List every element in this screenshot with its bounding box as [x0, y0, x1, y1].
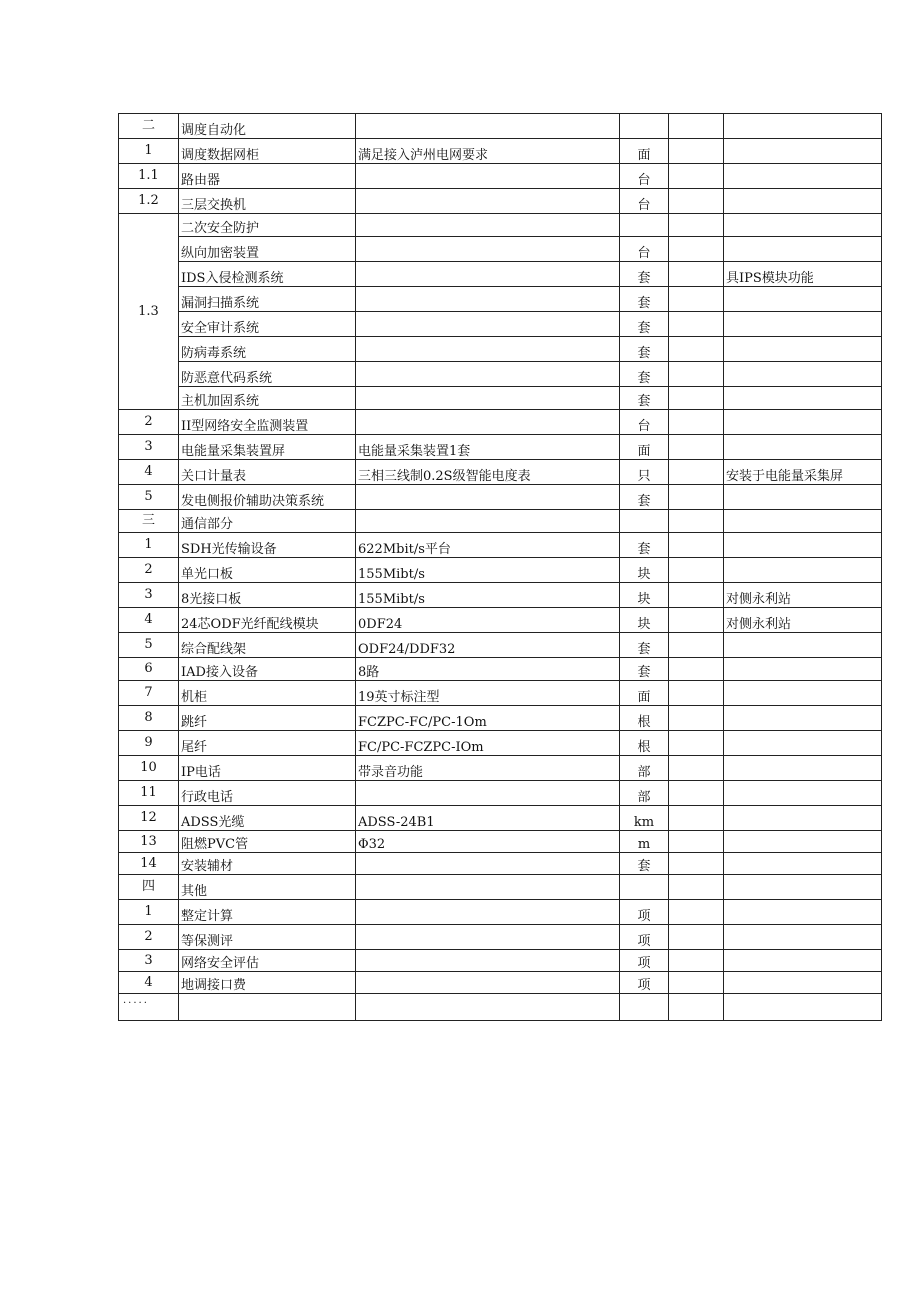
cell-no: 9: [119, 731, 179, 756]
cell-qty: [669, 806, 724, 831]
cell-no: 4: [119, 608, 179, 633]
table-body: [119, 114, 882, 1021]
cell-no: .....: [119, 994, 179, 1021]
cell-name: 其他: [179, 875, 356, 900]
cell-note: [724, 781, 882, 806]
cell-name: 安装辅材: [179, 853, 356, 875]
cell-note: [724, 706, 882, 731]
cell-qty: [669, 139, 724, 164]
cell-unit: 台: [620, 410, 669, 435]
cell-spec: [356, 900, 620, 925]
cell-name: 关口计量表: [179, 460, 356, 485]
cell-no: 6: [119, 658, 179, 681]
table-row: [119, 583, 882, 608]
table-row: [119, 781, 882, 806]
table-row: [119, 435, 882, 460]
cell-name: 24芯ODF光纤配线模块: [179, 608, 356, 633]
cell-qty: [669, 781, 724, 806]
cell-unit: 块: [620, 608, 669, 633]
cell-name: 防恶意代码系统: [179, 362, 356, 387]
cell-note: [724, 287, 882, 312]
cell-name: 主机加固系统: [179, 387, 356, 410]
cell-no: 14: [119, 853, 179, 875]
cell-spec: 带录音功能: [356, 756, 620, 781]
cell-spec: ADSS-24B1: [356, 806, 620, 831]
cell-qty: [669, 706, 724, 731]
cell-spec: [356, 950, 620, 972]
cell-qty: [669, 214, 724, 237]
cell-note: [724, 312, 882, 337]
cell-no: 10: [119, 756, 179, 781]
cell-qty: [669, 558, 724, 583]
cell-qty: [669, 608, 724, 633]
cell-qty: [669, 510, 724, 533]
cell-qty: [669, 633, 724, 658]
cell-no: 1: [119, 900, 179, 925]
cell-spec: [356, 189, 620, 214]
cell-no: 13: [119, 831, 179, 853]
cell-name: 尾纤: [179, 731, 356, 756]
cell-note: [724, 164, 882, 189]
cell-no: 2: [119, 925, 179, 950]
cell-unit: 套: [620, 658, 669, 681]
cell-spec: [356, 781, 620, 806]
cell-spec: [356, 875, 620, 900]
cell-name: II型网络安全监测装置: [179, 410, 356, 435]
cell-no: 1.1: [119, 164, 179, 189]
table-row: [119, 139, 882, 164]
cell-note: 安装于电能量采集屏: [724, 460, 882, 485]
cell-name: 二次安全防护: [179, 214, 356, 237]
cell-note: [724, 387, 882, 410]
cell-name: 电能量采集装置屏: [179, 435, 356, 460]
cell-unit: 套: [620, 337, 669, 362]
cell-spec: [356, 337, 620, 362]
cell-name: 跳纤: [179, 706, 356, 731]
cell-note: [724, 900, 882, 925]
cell-unit: [620, 510, 669, 533]
cell-spec: [356, 510, 620, 533]
cell-unit: 台: [620, 189, 669, 214]
cell-qty: [669, 972, 724, 994]
cell-qty: [669, 114, 724, 139]
cell-name: 防病毒系统: [179, 337, 356, 362]
cell-unit: 部: [620, 781, 669, 806]
cell-name: 漏洞扫描系统: [179, 287, 356, 312]
cell-spec: [356, 287, 620, 312]
cell-name: 整定计算: [179, 900, 356, 925]
cell-name: 调度自动化: [179, 114, 356, 139]
table-row: [119, 558, 882, 583]
table-row: [119, 875, 882, 900]
cell-name: 机柜: [179, 681, 356, 706]
cell-note: [724, 114, 882, 139]
table-row: [119, 362, 882, 387]
cell-unit: 面: [620, 681, 669, 706]
cell-qty: [669, 731, 724, 756]
cell-qty: [669, 410, 724, 435]
cell-note: 对侧永利站: [724, 608, 882, 633]
cell-spec: [356, 114, 620, 139]
cell-no: 5: [119, 633, 179, 658]
cell-name: 发电侧报价辅助决策系统: [179, 485, 356, 510]
cell-no: 1: [119, 533, 179, 558]
cell-note: [724, 756, 882, 781]
cell-unit: 项: [620, 900, 669, 925]
cell-name: 等保测评: [179, 925, 356, 950]
cell-note: [724, 435, 882, 460]
cell-spec: [356, 362, 620, 387]
cell-name: 单光口板: [179, 558, 356, 583]
cell-unit: 套: [620, 387, 669, 410]
cell-spec: [356, 262, 620, 287]
table-row: [119, 485, 882, 510]
cell-note: [724, 681, 882, 706]
cell-spec: [356, 164, 620, 189]
cell-no: 2: [119, 558, 179, 583]
cell-spec: Φ32: [356, 831, 620, 853]
cell-note: [724, 362, 882, 387]
cell-unit: 套: [620, 533, 669, 558]
cell-no: 三: [119, 510, 179, 533]
cell-spec: [356, 410, 620, 435]
cell-spec: [356, 972, 620, 994]
cell-unit: 套: [620, 262, 669, 287]
cell-note: [724, 189, 882, 214]
cell-name: SDH光传输设备: [179, 533, 356, 558]
cell-qty: [669, 485, 724, 510]
cell-qty: [669, 950, 724, 972]
table-row: [119, 706, 882, 731]
table-row: [119, 900, 882, 925]
table-row: [119, 925, 882, 950]
cell-qty: [669, 189, 724, 214]
cell-note: [724, 533, 882, 558]
cell-note: [724, 510, 882, 533]
cell-no: 5: [119, 485, 179, 510]
cell-name: 通信部分: [179, 510, 356, 533]
cell-qty: [669, 287, 724, 312]
cell-name: [179, 994, 356, 1021]
cell-unit: 套: [620, 853, 669, 875]
cell-note: [724, 972, 882, 994]
cell-name: 三层交换机: [179, 189, 356, 214]
cell-unit: 部: [620, 756, 669, 781]
table-row: [119, 460, 882, 485]
cell-spec: [356, 312, 620, 337]
table-row: [119, 608, 882, 633]
table-row: [119, 337, 882, 362]
cell-name: 安全审计系统: [179, 312, 356, 337]
table-row: [119, 312, 882, 337]
table-row: [119, 633, 882, 658]
cell-spec: [356, 214, 620, 237]
cell-note: [724, 658, 882, 681]
table-row: [119, 387, 882, 410]
cell-no: 2: [119, 410, 179, 435]
cell-name: 综合配线架: [179, 633, 356, 658]
cell-no: 8: [119, 706, 179, 731]
cell-name: IDS入侵检测系统: [179, 262, 356, 287]
cell-name: IP电话: [179, 756, 356, 781]
cell-qty: [669, 658, 724, 681]
cell-no: 1.3: [119, 214, 179, 410]
cell-no: 1: [119, 139, 179, 164]
cell-note: [724, 994, 882, 1021]
cell-unit: 根: [620, 731, 669, 756]
cell-note: [724, 337, 882, 362]
table-row: [119, 658, 882, 681]
cell-note: [724, 875, 882, 900]
cell-qty: [669, 900, 724, 925]
cell-note: [724, 485, 882, 510]
table-row: [119, 994, 882, 1021]
cell-name: ADSS光缆: [179, 806, 356, 831]
cell-qty: [669, 164, 724, 189]
cell-qty: [669, 337, 724, 362]
cell-unit: [620, 114, 669, 139]
cell-note: [724, 831, 882, 853]
table-row: [119, 410, 882, 435]
cell-spec: 155Mibt/s: [356, 558, 620, 583]
table-row: [119, 950, 882, 972]
table-row: [119, 806, 882, 831]
cell-unit: 项: [620, 972, 669, 994]
cell-note: 对侧永利站: [724, 583, 882, 608]
equipment-table: [118, 113, 882, 1021]
cell-unit: [620, 994, 669, 1021]
cell-spec: 19英寸标注型: [356, 681, 620, 706]
table-row: [119, 731, 882, 756]
cell-unit: 套: [620, 485, 669, 510]
cell-spec: [356, 925, 620, 950]
cell-qty: [669, 362, 724, 387]
table-row: [119, 214, 882, 237]
cell-no: 3: [119, 435, 179, 460]
cell-no: 7: [119, 681, 179, 706]
cell-no: 1.2: [119, 189, 179, 214]
cell-note: [724, 950, 882, 972]
cell-spec: [356, 387, 620, 410]
cell-spec: FC/PC-FCZPC-IOm: [356, 731, 620, 756]
table-row: [119, 972, 882, 994]
cell-qty: [669, 875, 724, 900]
cell-name: 网络安全评估: [179, 950, 356, 972]
cell-qty: [669, 756, 724, 781]
cell-name: 行政电话: [179, 781, 356, 806]
table-row: [119, 237, 882, 262]
cell-spec: 电能量采集装置1套: [356, 435, 620, 460]
cell-no: 11: [119, 781, 179, 806]
cell-note: [724, 853, 882, 875]
cell-spec: 8路: [356, 658, 620, 681]
cell-name: 阻燃PVC管: [179, 831, 356, 853]
cell-unit: 面: [620, 435, 669, 460]
table-row: [119, 533, 882, 558]
cell-unit: 面: [620, 139, 669, 164]
cell-no: 12: [119, 806, 179, 831]
cell-name: 8光接口板: [179, 583, 356, 608]
cell-no: 4: [119, 972, 179, 994]
cell-note: [724, 410, 882, 435]
cell-qty: [669, 460, 724, 485]
table-row: [119, 510, 882, 533]
cell-no: 四: [119, 875, 179, 900]
cell-no: 4: [119, 460, 179, 485]
cell-spec: ODF24/DDF32: [356, 633, 620, 658]
cell-note: [724, 731, 882, 756]
cell-spec: [356, 853, 620, 875]
cell-qty: [669, 533, 724, 558]
table-row: [119, 262, 882, 287]
cell-qty: [669, 925, 724, 950]
cell-spec: 满足接入泸州电网要求: [356, 139, 620, 164]
cell-name: 调度数据网柜: [179, 139, 356, 164]
cell-unit: 套: [620, 633, 669, 658]
cell-name: 纵向加密装置: [179, 237, 356, 262]
cell-spec: [356, 485, 620, 510]
cell-qty: [669, 994, 724, 1021]
cell-qty: [669, 681, 724, 706]
table-row: [119, 287, 882, 312]
cell-spec: 0DF24: [356, 608, 620, 633]
cell-note: [724, 139, 882, 164]
cell-unit: 套: [620, 362, 669, 387]
cell-unit: 套: [620, 287, 669, 312]
cell-name: IAD接入设备: [179, 658, 356, 681]
cell-spec: [356, 237, 620, 262]
cell-spec: 三相三线制0.2S级智能电度表: [356, 460, 620, 485]
cell-name: 地调接口费: [179, 972, 356, 994]
cell-note: [724, 237, 882, 262]
cell-note: [724, 633, 882, 658]
cell-qty: [669, 262, 724, 287]
cell-qty: [669, 435, 724, 460]
table-row: [119, 756, 882, 781]
table-row: [119, 681, 882, 706]
cell-name: 路由器: [179, 164, 356, 189]
cell-note: [724, 558, 882, 583]
cell-no: 3: [119, 583, 179, 608]
cell-no: 二: [119, 114, 179, 139]
cell-note: [724, 806, 882, 831]
cell-unit: [620, 875, 669, 900]
cell-qty: [669, 583, 724, 608]
cell-spec: 622Mbit/s平台: [356, 533, 620, 558]
cell-qty: [669, 312, 724, 337]
table-row: [119, 164, 882, 189]
cell-unit: 项: [620, 925, 669, 950]
cell-spec: 155Mibt/s: [356, 583, 620, 608]
cell-qty: [669, 853, 724, 875]
cell-unit: 台: [620, 237, 669, 262]
cell-spec: [356, 994, 620, 1021]
cell-unit: 根: [620, 706, 669, 731]
table-row: [119, 189, 882, 214]
cell-unit: m: [620, 831, 669, 853]
cell-unit: 只: [620, 460, 669, 485]
table-row: [119, 853, 882, 875]
cell-qty: [669, 237, 724, 262]
cell-unit: 套: [620, 312, 669, 337]
cell-qty: [669, 387, 724, 410]
cell-no: 3: [119, 950, 179, 972]
table-row: [119, 831, 882, 853]
cell-unit: 项: [620, 950, 669, 972]
cell-unit: 块: [620, 583, 669, 608]
cell-note: 具IPS模块功能: [724, 262, 882, 287]
cell-unit: 台: [620, 164, 669, 189]
cell-note: [724, 925, 882, 950]
cell-note: [724, 214, 882, 237]
cell-unit: 块: [620, 558, 669, 583]
cell-unit: km: [620, 806, 669, 831]
cell-qty: [669, 831, 724, 853]
cell-spec: FCZPC-FC/PC-1Om: [356, 706, 620, 731]
table-row: [119, 114, 882, 139]
cell-unit: [620, 214, 669, 237]
